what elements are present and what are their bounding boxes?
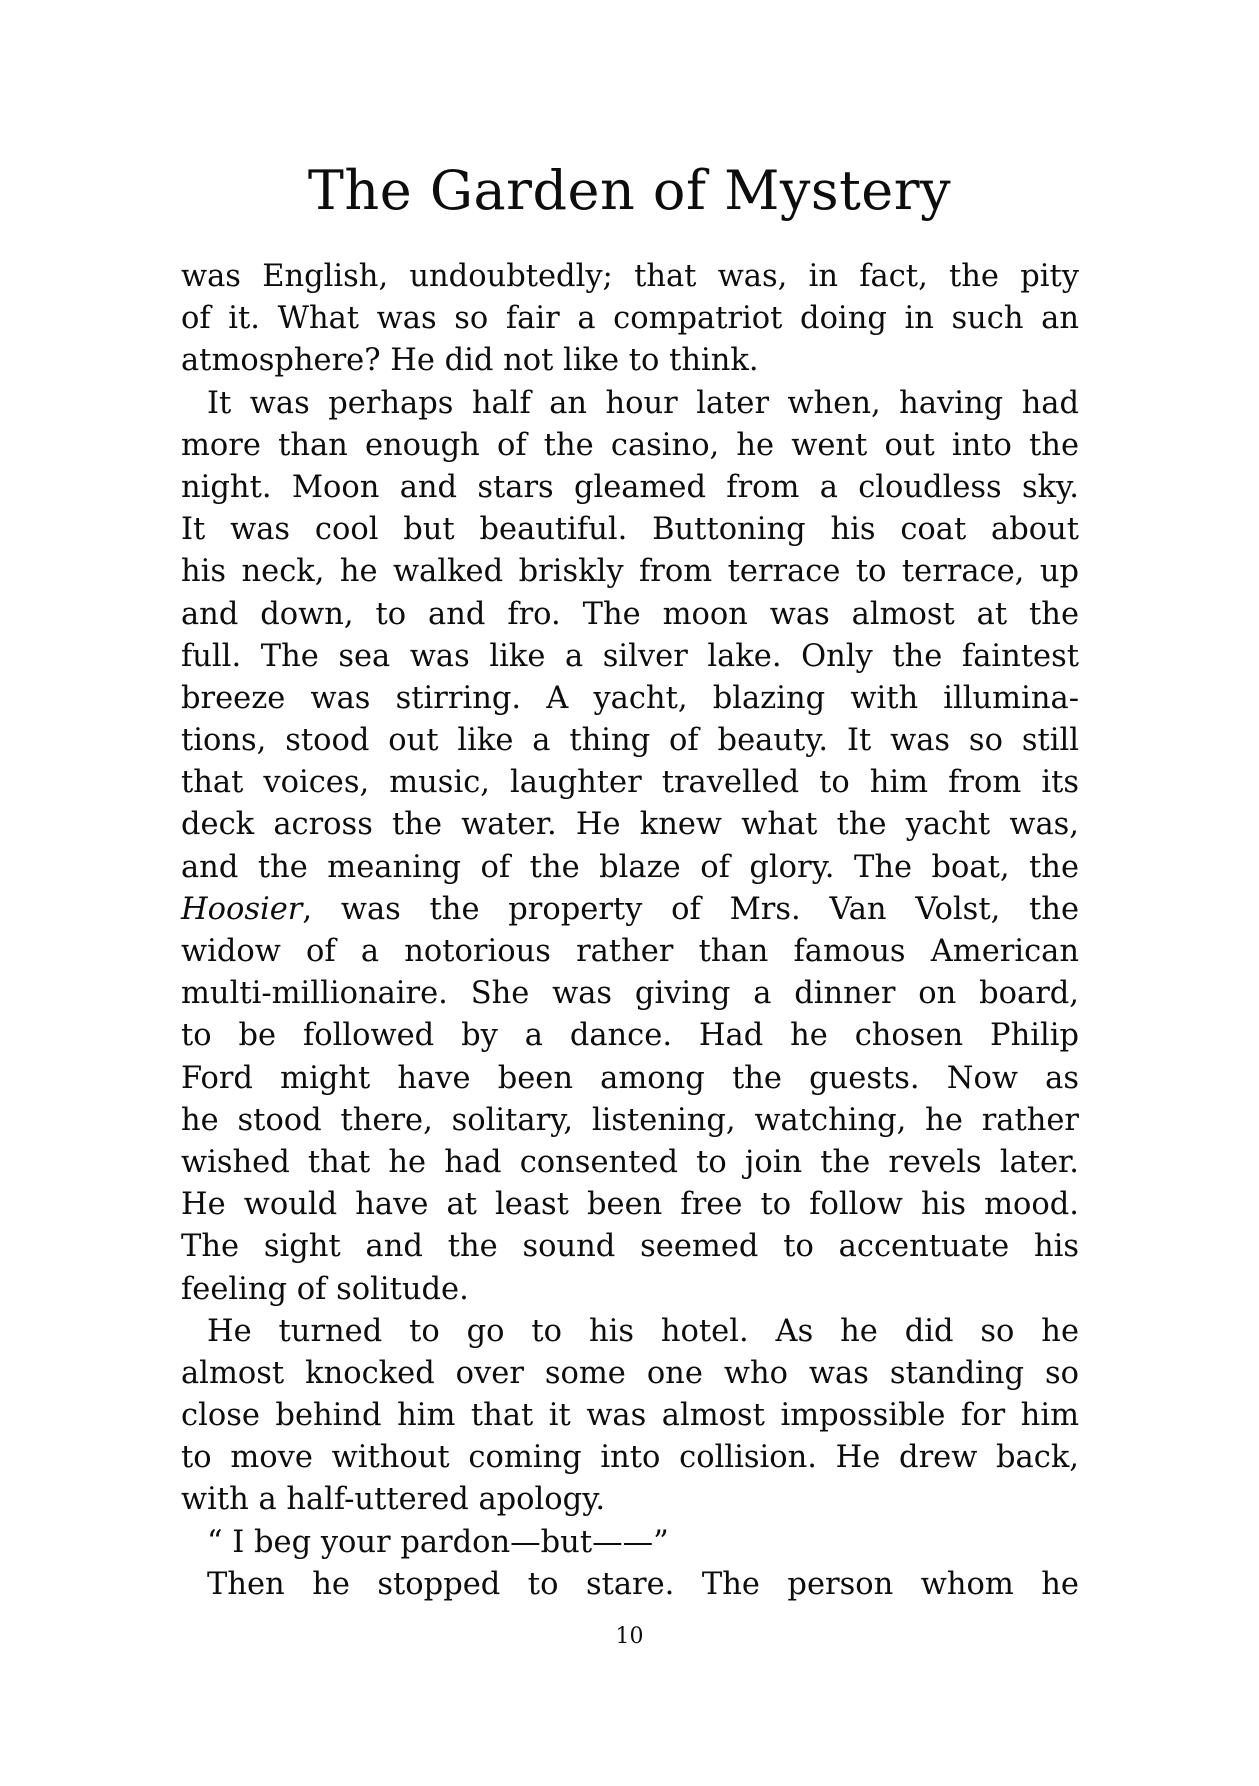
text-line: his neck, he walked briskly from terrace to terrace, up: [181, 554, 1079, 590]
text-line: It was perhaps half an hour later when, having had: [207, 385, 1079, 421]
text-line: almost knocked over some one who was standing so: [181, 1355, 1079, 1391]
running-head: The Garden of Mystery: [307, 159, 952, 222]
text-line: Hoosier, was the property of Mrs. Van Volst, the: [181, 891, 1079, 927]
text-line: atmosphere? He did not like to think.: [181, 343, 759, 379]
text-line: widow of a notorious rather than famous American: [181, 934, 1079, 969]
text-line: was English, undoubtedly; that was, in fact, the pity: [181, 259, 1079, 294]
text-line: Then he stopped to stare. The person whom he: [207, 1566, 1079, 1602]
text-line: tions, stood out like a thing of beauty. It was so still: [181, 723, 1079, 759]
text-line: “ I beg your pardon—but——”: [207, 1524, 669, 1560]
text-line: and the meaning of the blaze of glory. The boat, the: [181, 849, 1079, 885]
text-line: It was cool but beautiful. Buttoning his coat about: [181, 512, 1079, 548]
text-line: deck across the water. He knew what the yacht was,: [181, 807, 1079, 843]
text-line: with a half-uttered apology.: [181, 1482, 606, 1518]
page-number: 10: [615, 1624, 644, 1649]
text-line: He would have at least been free to follow his mood.: [181, 1187, 1079, 1223]
text-line: full. The sea was like a silver lake. Only the faintest: [181, 638, 1079, 674]
body-text: [181, 256, 1079, 1606]
text-line: of it. What was so fair a compatriot doing in such an: [181, 301, 1079, 337]
text-line: The sight and the sound seemed to accentuate his: [181, 1229, 1079, 1265]
text-line: feeling of solitude.: [181, 1271, 469, 1307]
text-line: breeze was stirring. A yacht, blazing with illumina-: [181, 680, 1079, 716]
text-line: night. Moon and stars gleamed from a cloudless sky.: [181, 469, 1079, 505]
text-line: close behind him that it was almost impossible for him: [181, 1398, 1079, 1434]
text-line: multi-millionaire. She was giving a dinner on board,: [181, 976, 1079, 1012]
text-line: wished that he had consented to join the revels later.: [181, 1144, 1079, 1180]
text-line: that voices, music, laughter travelled to him from its: [181, 765, 1079, 801]
text-line: Ford might have been among the guests. Now as: [181, 1060, 1079, 1096]
text-line: to be followed by a dance. Had he chosen Philip: [181, 1018, 1079, 1054]
text-line: to move without coming into collision. He drew back,: [181, 1440, 1079, 1476]
text-line: He turned to go to his hotel. As he did so he: [207, 1313, 1079, 1349]
italic-ship-name: Hoosier: [181, 891, 303, 927]
text-line: he stood there, solitary, listening, watching, he rather: [181, 1102, 1079, 1138]
text-line: more than enough of the casino, he went out into the: [181, 427, 1079, 463]
text-line: and down, to and fro. The moon was almost at the: [181, 596, 1079, 632]
